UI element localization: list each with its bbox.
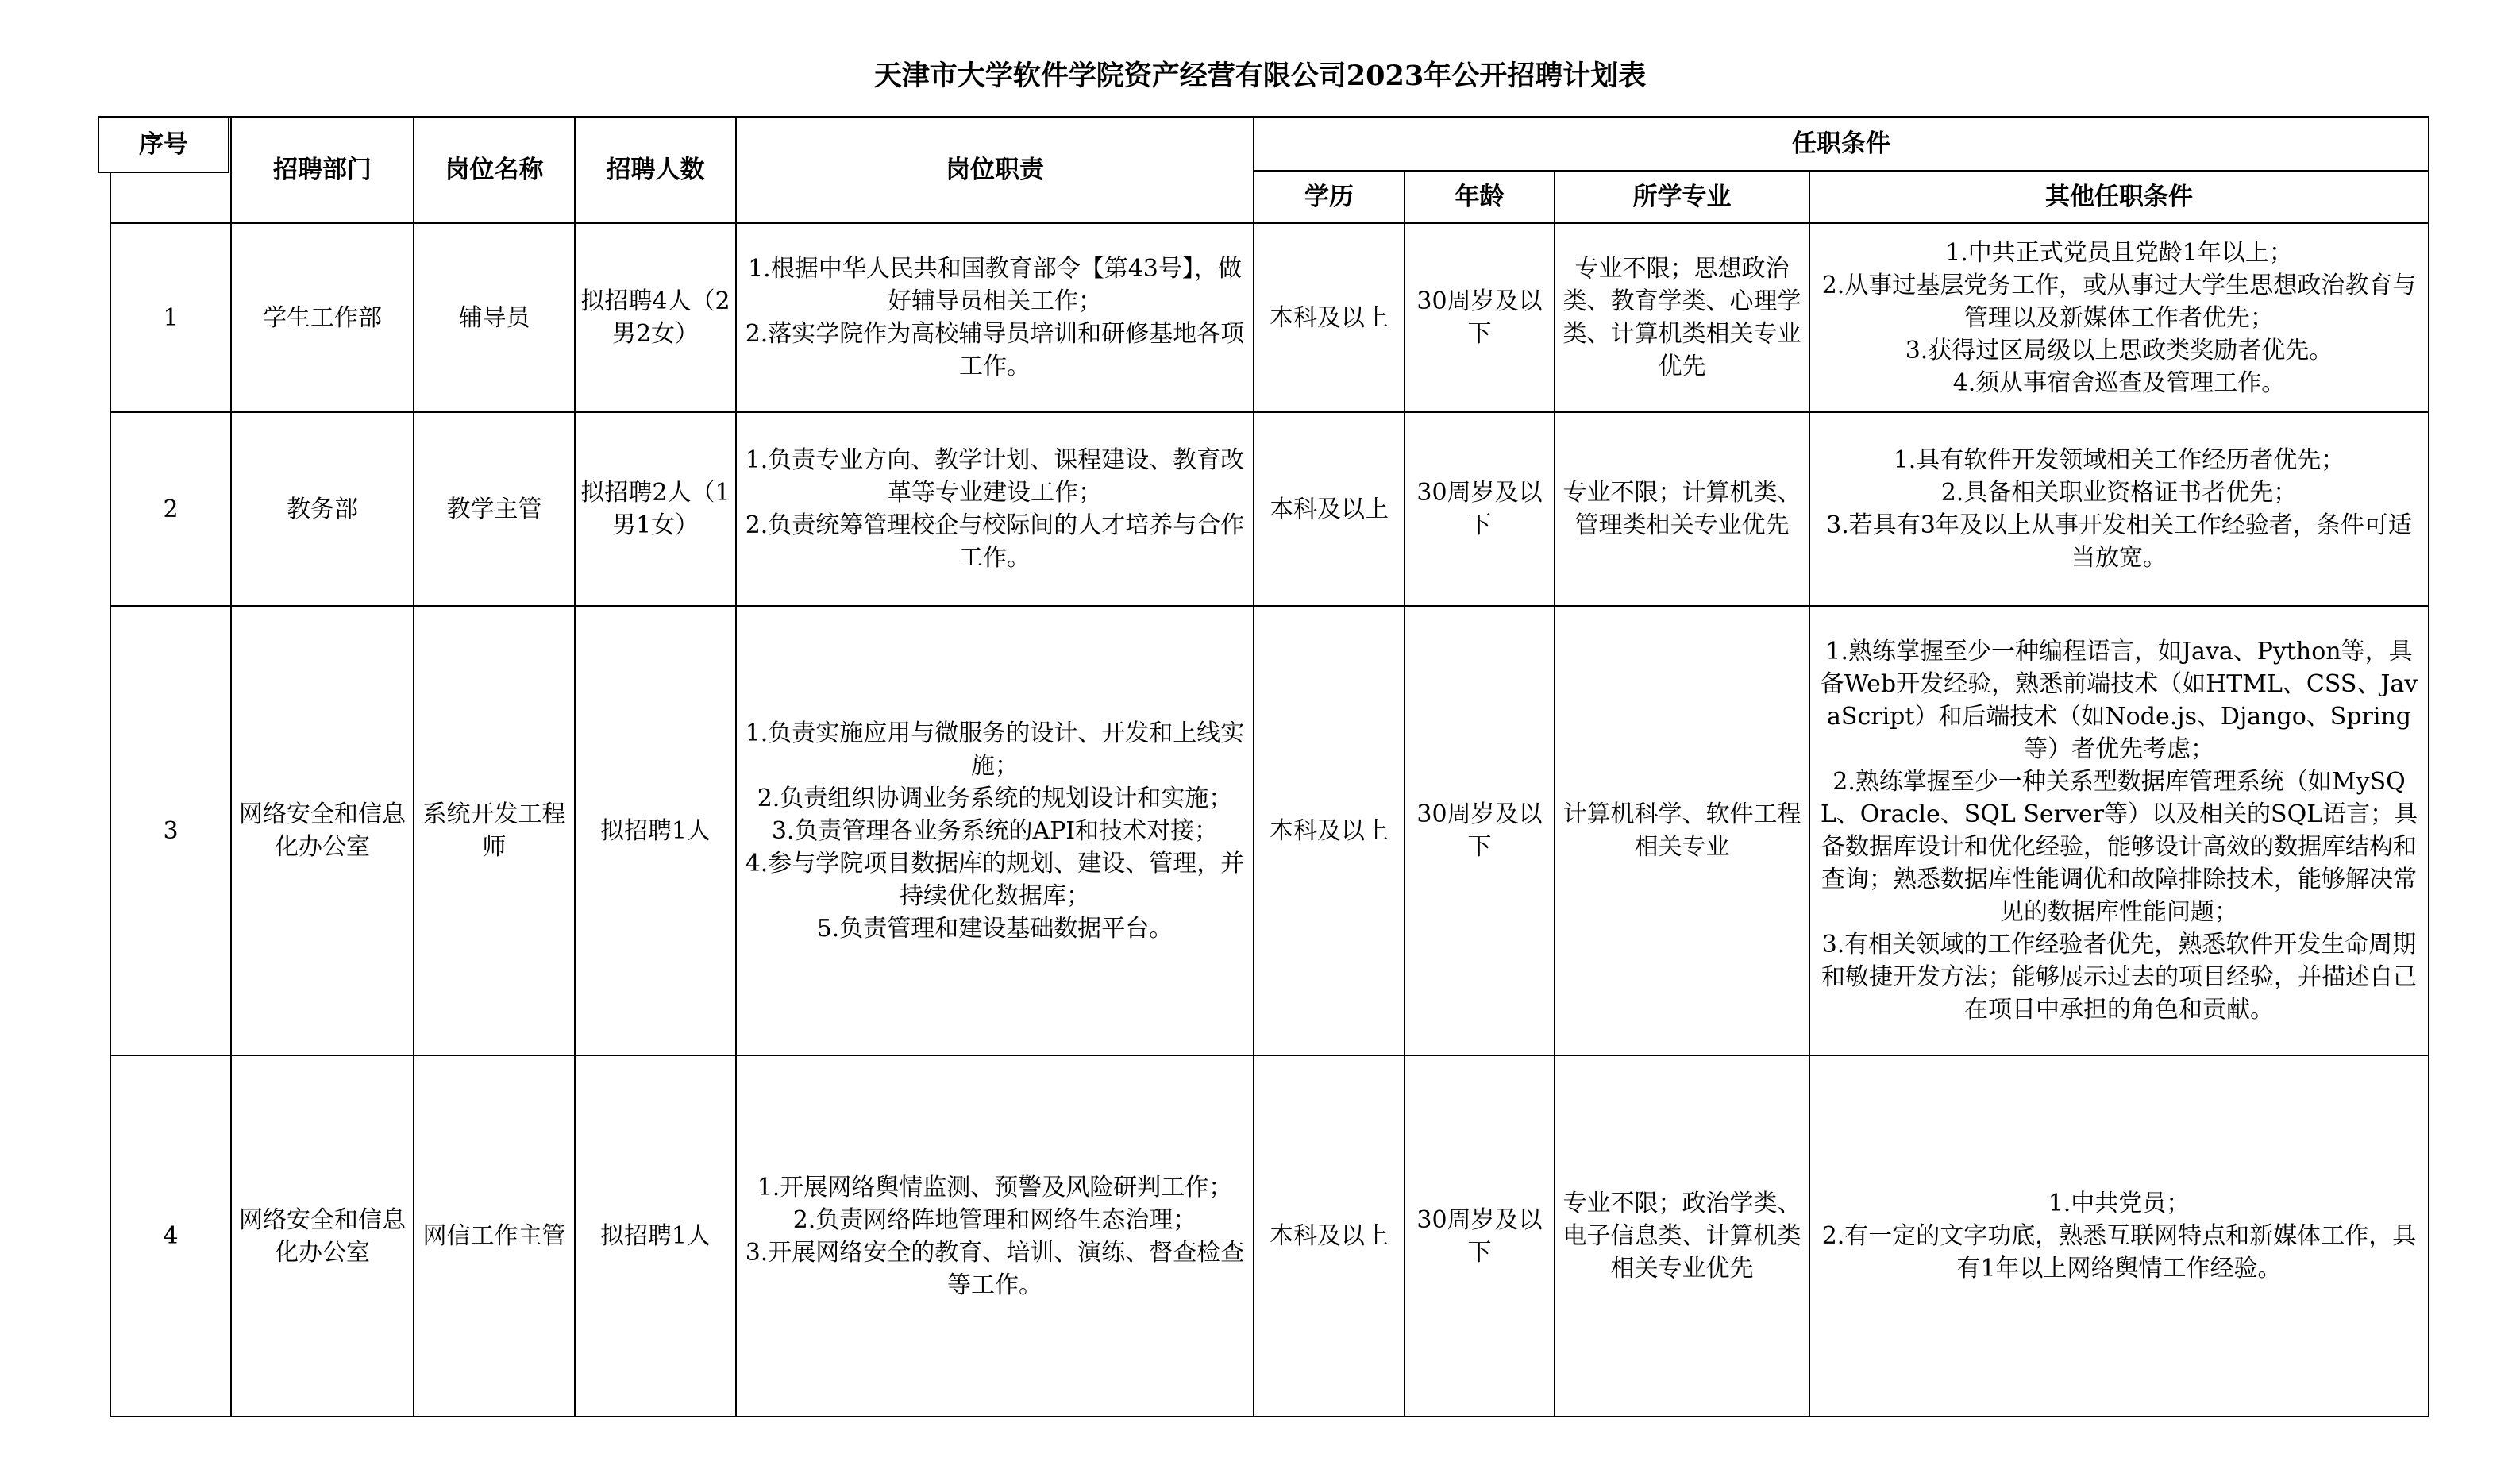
table-row [110, 223, 2429, 412]
requirement-item: 1.中共党员； [2048, 1190, 2191, 1217]
duty-item: 1.负责专业方向、教学计划、课程建设、教育改革等专业建设工作； [745, 446, 1245, 507]
row-education: 本科及以上 [1254, 223, 1404, 412]
row-education: 本科及以上 [1254, 1055, 1404, 1417]
row-age: 30周岁及以下 [1404, 1055, 1555, 1417]
row-major: 计算机科学、软件工程相关专业 [1555, 606, 1809, 1055]
duty-item: 2.落实学院作为高校辅导员培训和研修基地各项工作。 [745, 320, 1245, 380]
header-major: 所学专业 [1555, 171, 1809, 223]
requirement-item: 2.具备相关职业资格证书者优先； [1940, 479, 2298, 507]
row-other-requirements [1809, 223, 2429, 412]
requirement-item: 1.具有软件开发领域相关工作经历者优先； [1893, 446, 2345, 474]
row-other-requirements [1809, 606, 2429, 1055]
row-duties [736, 606, 1254, 1055]
requirement-item: 3.获得过区局级以上思政类奖励者优先。 [1905, 336, 2333, 364]
row-count: 拟招聘4人（2男2女） [575, 223, 736, 412]
row-department: 网络安全和信息化办公室 [231, 1055, 414, 1417]
row-duties [736, 1055, 1254, 1417]
requirement-item: 4.须从事宿舍巡查及管理工作。 [1952, 368, 2286, 397]
table-row [110, 1055, 2429, 1417]
requirement-item: 2.熟练掌握至少一种关系型数据库管理系统（如MySQL、Oracle、SQL Server等）以及相关的SQL语言；具备数据库设计和优化经验，能够设计高效的数据库结构和查询；熟悉数据库性能调优和故障排除技术，能够解决常见的数据库性能问题； [1820, 768, 2418, 926]
header-duties: 岗位职责 [736, 117, 1254, 223]
row-position: 辅导员 [414, 223, 575, 412]
row-education: 本科及以上 [1254, 606, 1404, 1055]
duty-item: 4.参与学院项目数据库的规划、建设、管理，并持续优化数据库； [745, 849, 1245, 910]
row-count: 拟招聘1人 [575, 1055, 736, 1417]
requirement-item: 3.若具有3年及以上从事开发相关工作经验者，条件可适当放宽。 [1826, 511, 2412, 572]
duty-item: 1.负责实施应用与微服务的设计、开发和上线实施； [745, 719, 1245, 780]
recruitment-plan-table [110, 116, 2429, 1417]
header-education: 学历 [1254, 171, 1404, 223]
table-row [110, 606, 2429, 1055]
requirement-item: 1.中共正式党员且党龄1年以上； [1945, 238, 2293, 267]
duty-item: 1.根据中华人民共和国教育部令【第43号】，做好辅导员相关工作； [748, 255, 1242, 315]
row-seq: 3 [110, 606, 231, 1055]
header-requirements: 任职条件 [1254, 117, 2429, 171]
row-seq: 2 [110, 412, 231, 606]
row-age: 30周岁及以下 [1404, 223, 1555, 412]
header-department: 招聘部门 [231, 117, 414, 223]
requirement-item: 1.熟练掌握至少一种编程语言，如Java、Python等，具备Web开发经验，熟悉前端技术（如HTML、CSS、JavaScript）和后端技术（如Node.js、Django、Spring等）者优先考虑； [1820, 638, 2418, 763]
row-major: 专业不限；思想政治类、教育学类、心理学类、计算机类相关专业优先 [1555, 223, 1809, 412]
row-position: 系统开发工程师 [414, 606, 575, 1055]
header-other: 其他任职条件 [1809, 171, 2429, 223]
duty-item: 3.开展网络安全的教育、培训、演练、督查检查等工作。 [745, 1238, 1245, 1299]
header-position: 岗位名称 [414, 117, 575, 223]
header-age: 年龄 [1404, 171, 1555, 223]
row-count: 拟招聘2人（1男1女） [575, 412, 736, 606]
header-row-top [110, 117, 2429, 171]
row-department: 网络安全和信息化办公室 [231, 606, 414, 1055]
header-count: 招聘人数 [575, 117, 736, 223]
row-department: 教务部 [231, 412, 414, 606]
row-other-requirements [1809, 1055, 2429, 1417]
row-duties [736, 223, 1254, 412]
row-education: 本科及以上 [1254, 412, 1404, 606]
table-row [110, 412, 2429, 606]
row-position: 教学主管 [414, 412, 575, 606]
row-age: 30周岁及以下 [1404, 412, 1555, 606]
row-age: 30周岁及以下 [1404, 606, 1555, 1055]
duty-item: 5.负责管理和建设基础数据平台。 [816, 914, 1173, 943]
row-seq: 1 [110, 223, 231, 412]
duty-item: 3.负责管理各业务系统的API和技术对接； [771, 816, 1219, 845]
duty-item: 1.开展网络舆情监测、预警及风险研判工作； [757, 1173, 1233, 1201]
requirement-item: 2.有一定的文字功底，熟悉互联网特点和新媒体工作，具有1年以上网络舆情工作经验。 [1821, 1222, 2417, 1282]
header-seq-label: 序号 [98, 116, 229, 173]
row-position: 网信工作主管 [414, 1055, 575, 1417]
row-department: 学生工作部 [231, 223, 414, 412]
page-title: 天津市大学软件学院资产经营有限公司2023年公开招聘计划表 [873, 60, 1647, 92]
requirement-item: 3.有相关领域的工作经验者优先，熟悉软件开发生命周期和敏捷开发方法；能够展示过去的项目经验，并描述自己在项目中承担的角色和贡献。 [1821, 931, 2417, 1024]
duty-item: 2.负责统筹管理校企与校际间的人才培养与合作工作。 [745, 511, 1245, 572]
row-seq: 4 [110, 1055, 231, 1417]
duty-item: 2.负责组织协调业务系统的规划设计和实施； [757, 784, 1233, 812]
row-count: 拟招聘1人 [575, 606, 736, 1055]
row-major: 专业不限；政治学类、电子信息类、计算机类相关专业优先 [1555, 1055, 1809, 1417]
duty-item: 2.负责网络阵地管理和网络生态治理； [792, 1205, 1197, 1234]
row-major: 专业不限；计算机类、管理类相关专业优先 [1555, 412, 1809, 606]
row-duties [736, 412, 1254, 606]
requirement-item: 2.从事过基层党务工作，或从事过大学生思想政治教育与管理以及新媒体工作者优先； [1821, 271, 2417, 332]
row-other-requirements [1809, 412, 2429, 606]
